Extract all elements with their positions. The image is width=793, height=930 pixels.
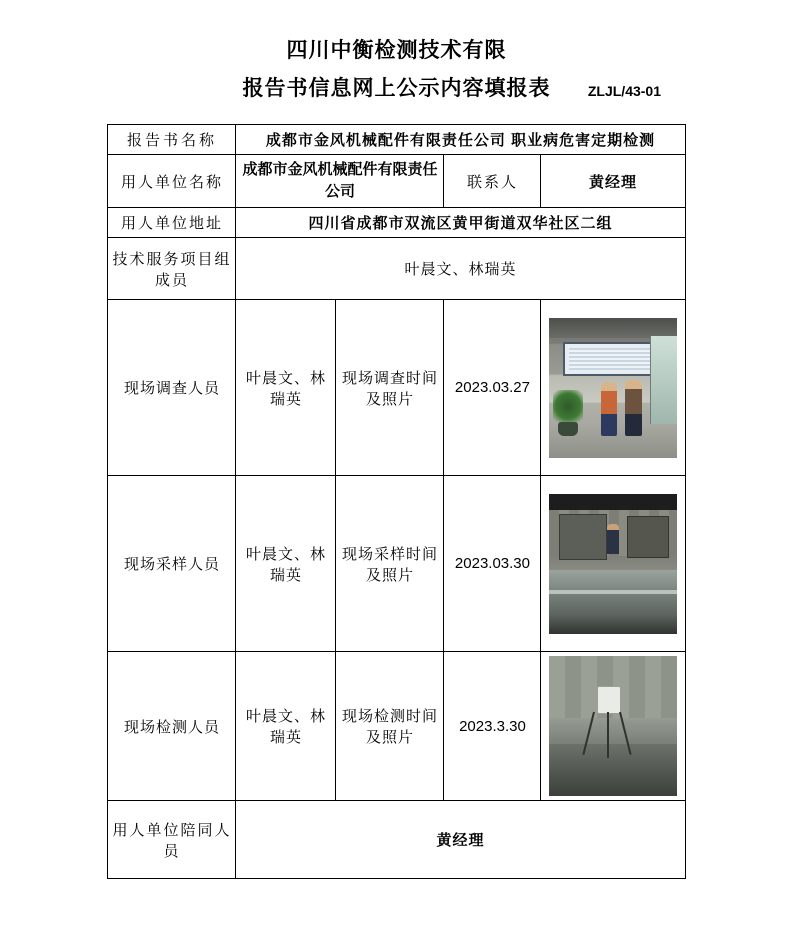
accompany-staff-value: 黄经理 <box>236 801 685 879</box>
employer-address-value: 四川省成都市双流区黄甲街道双华社区二组 <box>236 208 685 238</box>
table-row <box>108 801 685 879</box>
table-row <box>108 155 685 208</box>
report-name-label: 报告书名称 <box>108 125 236 155</box>
testing-photo-cell <box>541 652 685 801</box>
contact-label: 联系人 <box>444 155 541 208</box>
sampling-staff-value: 叶晨文、林瑞英 <box>236 476 336 652</box>
form-title-row <box>0 74 793 106</box>
photo-ground <box>549 744 677 796</box>
survey-photo-cell <box>541 300 685 476</box>
photo-tripod-leg-center <box>607 712 609 758</box>
employer-address-label: 用人单位地址 <box>108 208 236 238</box>
photo-door <box>650 336 677 424</box>
photo-rail <box>549 590 677 594</box>
photo-plant-pot <box>558 422 578 436</box>
survey-staff-label: 现场调查人员 <box>108 300 236 476</box>
site-testing-photo <box>549 656 677 796</box>
sampling-date: 2023.03.30 <box>444 476 541 652</box>
team-members-label: 技术服务项目组成员 <box>108 238 236 300</box>
sampling-photo-cell <box>541 476 685 652</box>
contact-value: 黄经理 <box>541 155 685 208</box>
table-row <box>108 300 685 476</box>
sampling-staff-label: 现场采样人员 <box>108 476 236 652</box>
form-title: 报告书信息网上公示内容填报表 <box>242 77 551 100</box>
table-row <box>108 208 685 238</box>
photo-worker <box>607 524 619 554</box>
employer-name-label: 用人单位名称 <box>108 155 236 208</box>
testing-staff-value: 叶晨文、林瑞英 <box>236 652 336 801</box>
testing-staff-label: 现场检测人员 <box>108 652 236 801</box>
table-row <box>108 125 685 155</box>
photo-machine-right <box>627 516 669 558</box>
photo-machine-left <box>559 514 607 560</box>
photo-person-right <box>625 380 642 436</box>
report-info-table <box>107 124 685 879</box>
photo-person-left <box>601 382 617 436</box>
company-title: 四川中衡检测技术有限 <box>286 39 507 62</box>
employer-name-value: 成都市金风机械配件有限责任公司 <box>236 155 444 208</box>
document-code: ZLJL/43-01 <box>587 83 661 99</box>
survey-time-label: 现场调查时间及照片 <box>336 300 444 476</box>
photo-beam <box>549 494 677 510</box>
sampling-time-label: 现场采样时间及照片 <box>336 476 444 652</box>
table-row <box>108 652 685 801</box>
document-header <box>0 0 793 106</box>
survey-date: 2023.03.27 <box>444 300 541 476</box>
site-sampling-photo <box>549 494 677 634</box>
table-row <box>108 476 685 652</box>
report-name-value: 成都市金风机械配件有限责任公司 职业病危害定期检测 <box>236 125 685 155</box>
testing-date: 2023.3.30 <box>444 652 541 801</box>
table-row <box>108 238 685 300</box>
survey-staff-value: 叶晨文、林瑞英 <box>236 300 336 476</box>
accompany-staff-label: 用人单位陪同人员 <box>108 801 236 879</box>
photo-ceiling <box>549 318 677 338</box>
photo-floor <box>549 570 677 634</box>
site-survey-photo <box>549 318 677 458</box>
photo-sampler-device <box>597 686 621 714</box>
team-members-value: 叶晨文、林瑞英 <box>236 238 685 300</box>
testing-time-label: 现场检测时间及照片 <box>336 652 444 801</box>
